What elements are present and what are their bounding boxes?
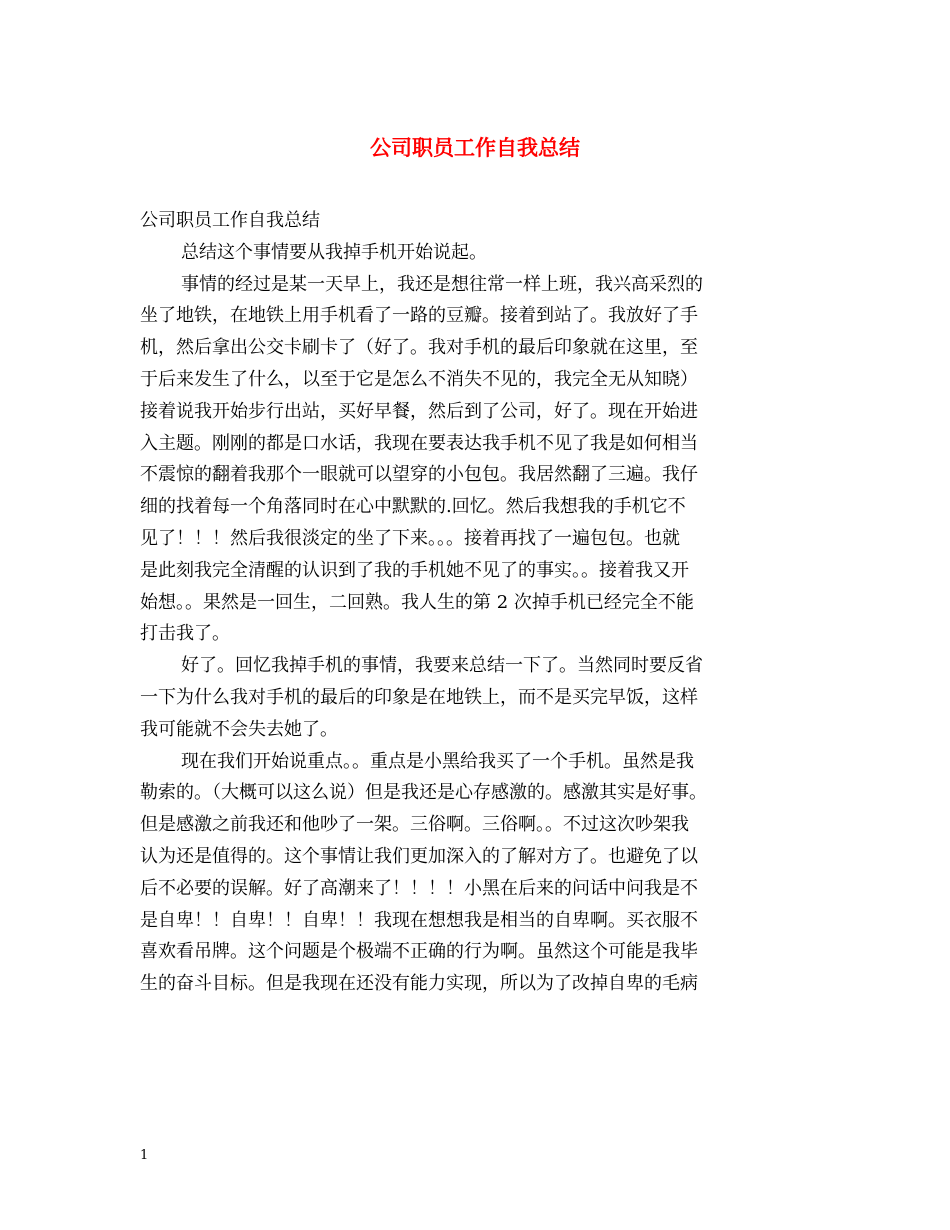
body-line: 始想。。果然是一回生，二回熟。我人生的第 2 次掉手机已经完全不能 (140, 591, 694, 613)
body-line: 细的找着每一个角落同时在心中默默的.回忆。然后我想我的手机它不 (140, 496, 686, 518)
body-line: 机，然后拿出公交卡刷卡了（好了。我对手机的最后印象就在这里，至 (140, 337, 698, 359)
body-line: 我可能就不会失去她了。 (140, 718, 338, 740)
body-line: 认为还是值得的。这个事情让我们更加深入的了解对方了。也避免了以 (140, 845, 698, 867)
body-line: 入主题。刚刚的都是口水话，我现在要表达我手机不见了我是如何相当 (140, 432, 698, 454)
body-line: 是此刻我完全清醒的认识到了我的手机她不见了的事实。。接着我又开 (140, 559, 689, 581)
body-line: 公司职员工作自我总结 (140, 210, 320, 231)
document-body (140, 205, 820, 1000)
body-line: 打击我了。 (140, 623, 230, 645)
body-line: 现在我们开始说重点。。重点是小黑给我买了一个手机。虽然是我 (181, 750, 694, 772)
body-line: 好了。回忆我掉手机的事情，我要来总结一下了。当然同时要反省 (181, 655, 703, 677)
body-line: 事情的经过是某一天早上，我还是想往常一样上班，我兴高采烈的 (181, 273, 703, 295)
body-line: 于后来发生了什么，以至于它是怎么不消失不见的，我完全无从知晓） (140, 368, 698, 390)
body-line: 生的奋斗目标。但是我现在还没有能力实现，所以为了改掉自卑的毛病 (140, 973, 698, 995)
page-number: 1 (140, 1148, 149, 1163)
body-line: 不震惊的翻着我那个一眼就可以望穿的小包包。我居然翻了三遍。我仔 (140, 464, 698, 486)
body-line: 一下为什么我对手机的最后的印象是在地铁上，而不是买完早饭，这样 (140, 686, 698, 708)
body-line: 勒索的。（大概可以这么说）但是我还是心存感激的。感激其实是好事。 (140, 782, 707, 804)
body-line: 接着说我开始步行出站，买好早餐，然后到了公司，好了。现在开始进 (140, 400, 698, 422)
body-line: 坐了地铁，在地铁上用手机看了一路的豆瓣。接着到站了。我放好了手 (140, 305, 698, 327)
body-line: 后不必要的误解。好了高潮来了！！！！小黑在后来的问话中问我是不 (140, 877, 698, 899)
body-line: 总结这个事情要从我掉手机开始说起。 (181, 241, 487, 263)
body-line: 喜欢看吊牌。这个问题是个极端不正确的行为啊。虽然这个可能是我毕 (140, 941, 698, 963)
document-title: 公司职员工作自我总结 (370, 135, 580, 160)
body-line: 但是感激之前我还和他吵了一架。三俗啊。三俗啊。。不过这次吵架我 (140, 814, 689, 836)
body-line: 见了！！！然后我很淡定的坐了下来。。。接着再找了一遍包包。也就 (140, 527, 680, 549)
body-line: 是自卑！！自卑！！自卑！！我现在想想我是相当的自卑啊。买衣服不 (140, 909, 698, 931)
